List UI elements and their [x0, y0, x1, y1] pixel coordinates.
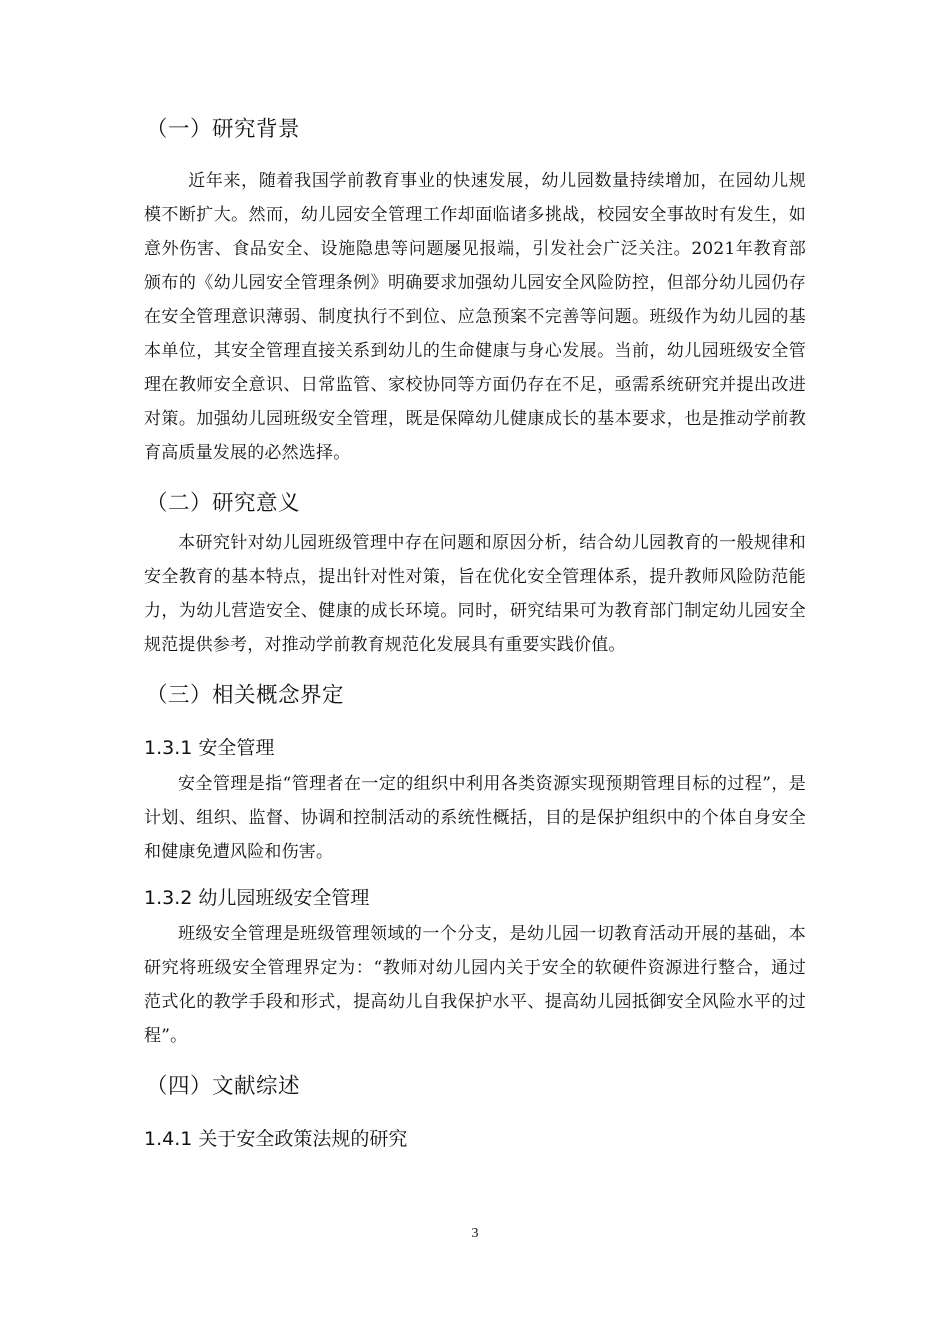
section-heading-significance: （二）研究意义	[146, 491, 301, 516]
paragraph-significance: 本研究针对幼儿园班级管理中存在问题和原因分析，结合幼儿园教育的一般规律和安全教育的基本特点，提出针对性对策，旨在优化安全管理体系，提升教师风险防范能力，为幼儿营造安全、健康的成长环境。同时，研究结果可为教育部门制定幼儿园安全规范提供参考，对推动学前教育规范化发展具有重要实践价值。	[144, 533, 806, 655]
section-heading-literature: （四）文献综述	[146, 1074, 301, 1099]
paragraph-background: 近年来，随着我国学前教育事业的快速发展，幼儿园数量持续增加，在园幼儿规模不断扩大。然而，幼儿园安全管理工作却面临诸多挑战，校园安全事故时有发生，如意外伤害、食品安全、设施隐患等问题屡见报端，引发社会广泛关注。2021年教育部颁布的《幼儿园安全管理条例》明确要求加强幼儿园安全风险防控，但部分幼儿园仍存在安全管理意识薄弱、制度执行不到位、应急预案不完善等问题。班级作为幼儿园的基本单位，其安全管理直接关系到幼儿的生命健康与身心发展。当前，幼儿园班级安全管理在教师安全意识、日常监管、家校协同等方面仍存在不足，亟需系统研究并提出改进对策。加强幼儿园班级安全管理，既是保障幼儿健康成长的基本要求，也是推动学前教育高质量发展的必然选择。	[144, 171, 806, 463]
paragraph-safety-management: 安全管理是指“管理者在一定的组织中利用各类资源实现预期管理目标的过程”，是计划、组织、监督、协调和控制活动的系统性概括，目的是保护组织中的个体自身安全和健康免遭风险和伤害。	[144, 774, 806, 862]
subsection-heading-policy-research: 1.4.1 关于安全政策法规的研究	[144, 1128, 408, 1150]
paragraph-class-safety-management: 班级安全管理是班级管理领域的一个分支，是幼儿园一切教育活动开展的基础，本研究将班级安全管理界定为：“教师对幼儿园内关于安全的软硬件资源进行整合，通过范式化的教学手段和形式，提高幼儿自我保护水平、提高幼儿园抵御安全风险水平的过程”。	[144, 924, 806, 1046]
page-content	[144, 110, 806, 1156]
section-heading-background: （一）研究背景	[146, 117, 301, 142]
subsection-heading-safety-management: 1.3.1 安全管理	[144, 737, 275, 759]
page-number: 3	[471, 1226, 479, 1241]
section-heading-concepts: （三）相关概念界定	[146, 683, 345, 708]
subsection-heading-class-safety-management: 1.3.2 幼儿园班级安全管理	[144, 887, 370, 909]
